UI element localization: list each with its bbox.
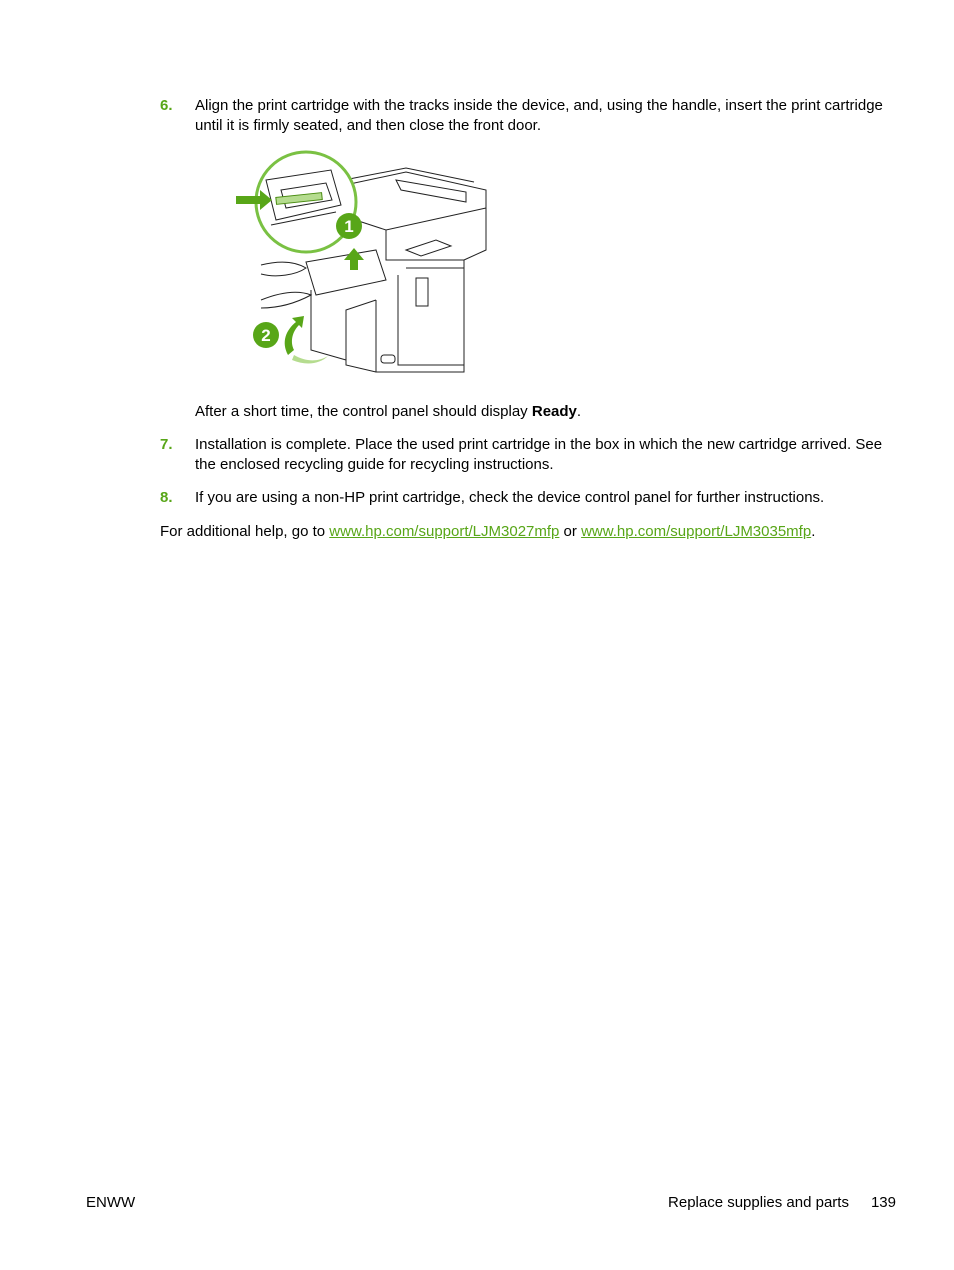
step-number: 7.: [160, 436, 173, 453]
footer-section: [668, 1193, 896, 1213]
step-text: Align the print cartridge with the tracks inside the device, and, using the handle, insert the print cartridge until it is firmly seated, and then close the front door.: [195, 97, 883, 134]
ready-label: Ready: [531, 403, 577, 420]
after-note-suffix: .: [576, 403, 582, 420]
additional-help: [160, 522, 890, 542]
callout-2: 2: [261, 326, 271, 345]
footer-section-title: Replace supplies and parts: [668, 1194, 849, 1211]
support-link-ljm3035mfp[interactable]: www.hp.com/support/LJM3035mfp: [581, 523, 812, 540]
step-number: 8.: [160, 489, 173, 506]
help-prefix: For additional help, go to: [160, 523, 330, 540]
help-middle: or: [559, 523, 582, 540]
after-note-prefix: After a short time, the control panel should display: [195, 403, 532, 420]
step-text: If you are using a non-HP print cartridge, check the device control panel for further instructions.: [195, 489, 825, 506]
support-link-ljm3027mfp[interactable]: www.hp.com/support/LJM3027mfp: [329, 523, 560, 540]
page-number: 139: [870, 1194, 896, 1211]
printer-cartridge-illustration: [236, 150, 496, 378]
help-suffix: .: [811, 523, 816, 540]
step-text: Installation is complete. Place the used print cartridge in the box in which the new cartridge arrived. See the enclosed recycling guide for recycling instructions.: [195, 436, 883, 473]
after-note: [195, 402, 885, 422]
step-number: 6.: [160, 97, 173, 114]
callout-1: 1: [344, 217, 354, 236]
footer-enww: ENWW: [86, 1194, 136, 1211]
